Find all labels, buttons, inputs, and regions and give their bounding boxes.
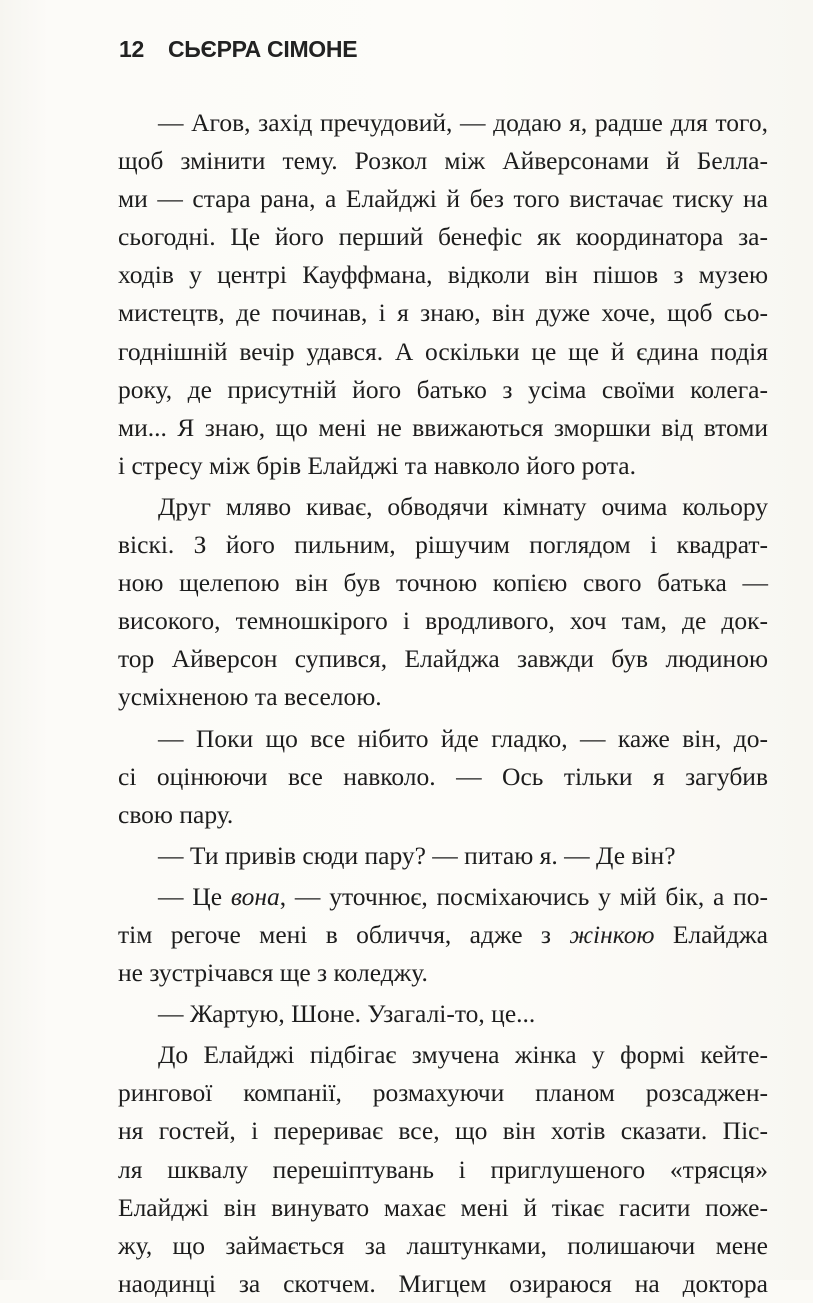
text-line (118, 878, 768, 916)
text-line: жу, що займається за лаштунками, полишаючи мене (118, 1230, 768, 1260)
text-segment: тім регоче мені в обличчя, адже з (118, 919, 570, 949)
text-line: ми... Я знаю, що мені не ввижаються зморшки від втоми (118, 412, 768, 442)
text-line: — Поки що все нібито йде гладко, — каже він, до- (158, 723, 768, 753)
running-head (119, 36, 357, 63)
text-line: високого, темношкірого і вродливого, хоч там, де док- (118, 606, 768, 636)
text-line: року, де присутній його батько з усіма своїми колега- (118, 374, 768, 404)
text-line: ною щелепою він був точною копією свого батька — (118, 568, 768, 598)
text-line: сі оцінюючи все навколо. — Ось тільки я загубив (118, 761, 768, 791)
text-line: сьогодні. Це його перший бенефіс як координатора за- (118, 222, 768, 252)
text-line: Елайджі він винувато махає мені й тікає гасити поже- (118, 1192, 768, 1222)
body-text (118, 104, 768, 1303)
text-segment: — Це (158, 881, 231, 911)
text-line: — Агов, захід пречудовий, — додаю я, радше для того, (158, 108, 768, 137)
text-line: ня гостей, і перериває все, що він хотів сказати. Піс- (118, 1116, 768, 1146)
text-line: свою пару. (118, 799, 234, 829)
text-line: і стресу між брів Елайджі та навколо його рота. (118, 450, 636, 480)
italic-word: вона (230, 881, 280, 911)
text-line: тор Айверсон супився, Елайджа завжди був людиною (118, 644, 768, 674)
text-line: рингової компанії, розмахуючи планом розсаджен- (118, 1078, 768, 1108)
text-line: ходів у центрі Кауффмана, відколи він пішов з музею (118, 260, 768, 290)
text-line: ми — стара рана, а Елайджі й без того вистачає тиску на (118, 184, 768, 214)
text-line: — Ти привів сюди пару? — питаю я. — Де він? (158, 840, 676, 870)
text-line: — Жартую, Шоне. Узагалі-то, це... (158, 999, 536, 1029)
text-line (118, 916, 768, 954)
text-line: усміхненою та веселою. (118, 682, 382, 712)
text-line: годнішній вечір удався. А оскільки це ще й єдина подія (118, 336, 768, 366)
text-line: Друг мляво киває, обводячи кімнату очима кольору (158, 491, 768, 521)
author-name: СЬЄРРА СІМОНЕ (167, 36, 358, 62)
text-line: щоб змінити тему. Розкол між Айверсонами й Белла- (118, 146, 768, 176)
page-number: 12 (119, 36, 144, 62)
text-segment: Елайджа (654, 919, 768, 949)
text-line: віскі. З його пильним, рішучим поглядом і квадрат- (118, 530, 768, 560)
text-line: наодинці за скотчем. Мигцем озираюся на доктора (118, 1268, 768, 1298)
text-segment: , — уточнює, посміхаючись у мій бік, а по- (279, 881, 769, 911)
text-line: ля шквалу перешіптувань і приглушеного «трясця» (118, 1154, 768, 1184)
text-line: мистецтв, де починав, і я знаю, він дуже хоче, щоб сьо- (118, 298, 768, 328)
italic-word: жінкою (569, 919, 655, 949)
text-line: не зустрічався ще з коледжу. (118, 958, 428, 988)
text-line: До Елайджі підбігає змучена жінка у формі кейте- (158, 1040, 768, 1070)
